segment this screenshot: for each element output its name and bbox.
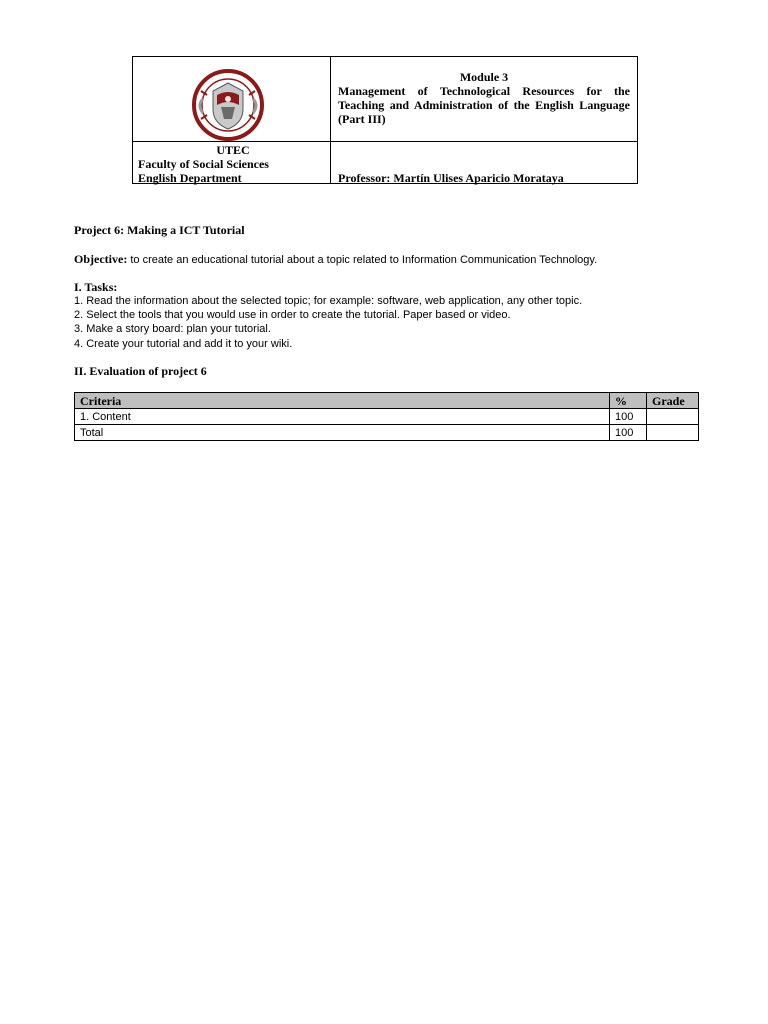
module-title-block	[338, 70, 630, 126]
university-seal-logo	[191, 69, 265, 141]
percent-cell: 100	[610, 409, 647, 425]
table-row	[75, 409, 699, 425]
evaluation-table	[74, 392, 699, 441]
table-row	[75, 425, 699, 441]
professor-name: Professor: Martín Ulises Aparicio Morataya	[338, 171, 564, 185]
objective-text: to create an educational tutorial about a topic related to Information Communication Technology.	[127, 254, 598, 266]
course-title: Management of Technological Resources for the Teaching and Administration of the English Language (Part III)	[338, 84, 630, 126]
objective-label: Objective:	[74, 252, 128, 266]
objective-line	[74, 252, 597, 267]
tasks-heading: I. Tasks:	[74, 280, 118, 294]
task-item-3: 3. Make a story board: plan your tutorial.	[74, 323, 271, 335]
percent-header: %	[610, 393, 647, 409]
faculty-name: Faculty of Social Sciences	[138, 157, 269, 171]
header-divider-vertical	[330, 57, 331, 183]
grade-header: Grade	[647, 393, 699, 409]
task-item-2: 2. Select the tools that you would use in order to create the tutorial. Paper based or video.	[74, 309, 511, 321]
criteria-cell: Total	[75, 425, 610, 441]
module-number: Module 3	[459, 70, 509, 84]
header-table	[132, 56, 638, 184]
project-title: Project 6: Making a ICT Tutorial	[74, 223, 245, 237]
evaluation-heading: II. Evaluation of project 6	[74, 364, 207, 378]
institution-block	[138, 143, 328, 185]
criteria-cell: 1. Content	[75, 409, 610, 425]
grade-cell	[647, 409, 699, 425]
header-divider-horizontal	[133, 141, 637, 142]
department-name: English Department	[138, 171, 242, 185]
task-item-1: 1. Read the information about the selected topic; for example: software, web application, any other topic.	[74, 295, 583, 307]
table-header-row	[75, 393, 699, 409]
percent-cell: 100	[610, 425, 647, 441]
grade-cell	[647, 425, 699, 441]
task-item-4: 4. Create your tutorial and add it to your wiki.	[74, 338, 293, 350]
criteria-header: Criteria	[75, 393, 610, 409]
institution-name: UTEC	[216, 143, 250, 157]
